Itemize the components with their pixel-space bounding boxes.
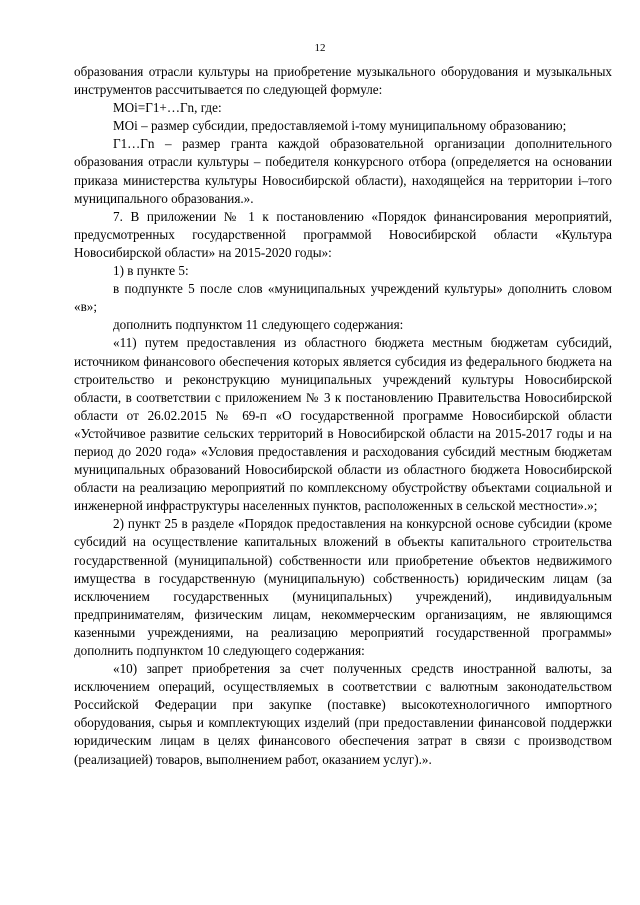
paragraph: 2) пункт 25 в разделе «Порядок предоставления на конкурсной основе субсидии (кроме субсидий на осуществление капитальных вложений в объекты капитального строительства государственной (муниципальной) собственности или приобретение объектов недвижимого имущества в государственную (муниципальную) собственность) юридическим лицам (за исключением государственных (муниципальных) учреждений), индивидуальным предпринимателям, физическим лицам, некоммерческим организациям, не являющимся казенными учреждениями, на реализацию мероприятий государственной программы» дополнить подпунктом 10 следующего содержания: bbox=[74, 516, 612, 658]
paragraph: Г1…Гn – размер гранта каждой образовательной организации дополнительного образования отрасли культуры – победителя конкурсного отбора (определяется на основании приказа министерства культуры Новосибирской области), находящейся на территории i–того муниципального образования.». bbox=[74, 136, 612, 206]
paragraph: МОi=Г1+…Гn, где: bbox=[113, 100, 222, 116]
paragraph: дополнить подпунктом 11 следующего содержания: bbox=[113, 317, 404, 333]
document-body bbox=[74, 63, 612, 769]
paragraph: 1) в пункте 5: bbox=[113, 263, 189, 279]
paragraph: в подпункте 5 после слов «муниципальных учреждений культуры» дополнить словом «в»; bbox=[74, 281, 612, 315]
page-number: 12 bbox=[314, 42, 326, 54]
paragraph: 7. В приложении № 1 к постановлению «Порядок финансирования мероприятий, предусмотренных государственной программой Новосибирской области «Культура Новосибирской области» на 2015-2020 годы»: bbox=[74, 208, 612, 260]
paragraph: «11) путем предоставления из областного бюджета местным бюджетам субсидий, источником финансового обеспечения которых является субсидия из федерального бюджета на строительство и реконструкцию муниципальных учреждений культуры Новосибирской области, в соответствии с приложением № 3 к постановлению Правительства Новосибирской области от 26.02.2015 № 69-п «О государственной программе Новосибирской области «Устойчивое развитие сельских территорий в Новосибирской области на 2015-2017 годы и на период до 2020 года» «Условия предоставления и расходования субсидий местным бюджетам муниципальных образований Новосибирской области из областного бюджета Новосибирской области на реализацию мероприятий по комплексному обустройству объектами социальной и инженерной инфраструктуры населенных пунктов, расположенных в сельской местности».»; bbox=[74, 335, 612, 514]
paragraph: «10) запрет приобретения за счет полученных средств иностранной валюты, за исключением операций, осуществляемых в соответствии с валютным законодательством Российской Федерации при закупке (поставке) высокотехнологичного импортного оборудования, сырья и комплектующих изделий (при предоставлении финансовой поддержки юридическим лицам в целях финансового обеспечения затрат в связи с производством (реализацией) товаров, выполнением работ, оказанием услуг).». bbox=[74, 661, 612, 767]
paragraph: МОi – размер субсидии, предоставляемой i-тому муниципальному образованию; bbox=[113, 118, 567, 134]
paragraph: образования отрасли культуры на приобретение музыкального оборудования и музыкальных инструментов рассчитывается по следующей формуле: bbox=[74, 64, 612, 98]
